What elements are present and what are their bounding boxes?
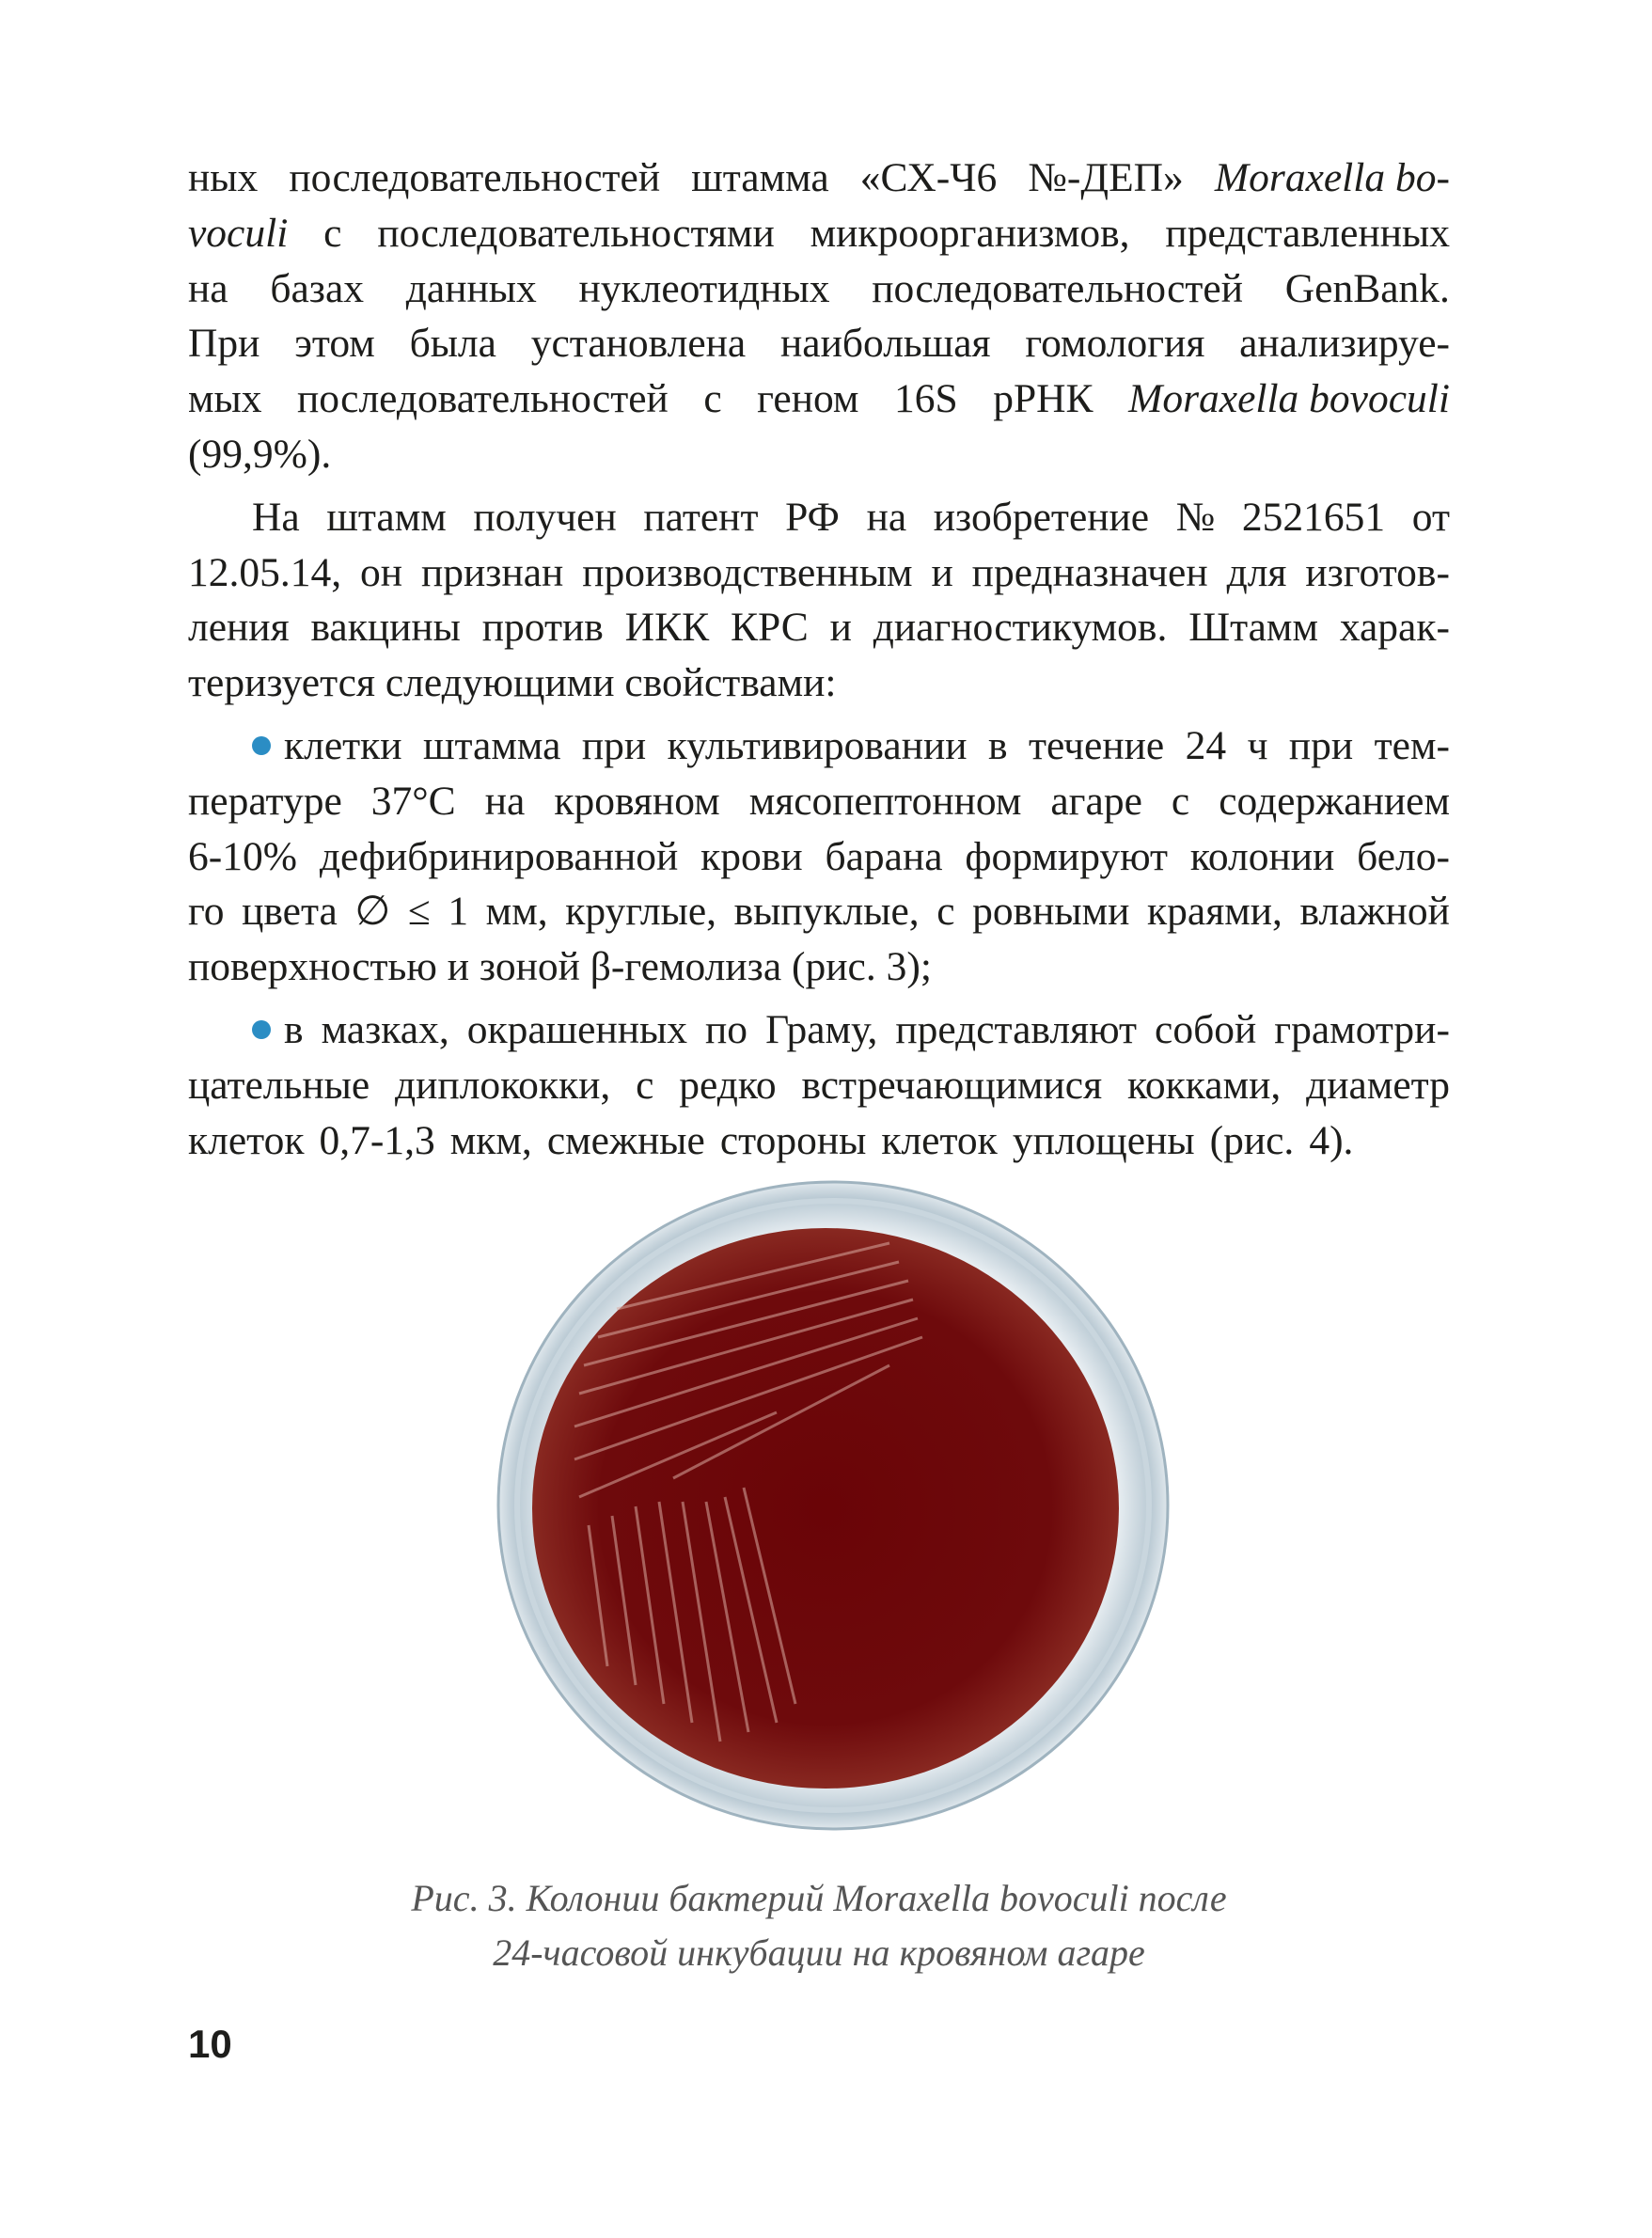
word: нуклеотидных xyxy=(578,265,830,311)
word: при xyxy=(581,722,647,768)
word: представленных xyxy=(1165,210,1450,256)
word: ровными xyxy=(972,889,1130,935)
word: по xyxy=(705,1006,748,1052)
text-line xyxy=(188,261,1450,317)
species-name: Moraxella bovoculi xyxy=(1128,376,1450,422)
word: барана xyxy=(825,833,943,879)
word: 4). xyxy=(1309,1117,1354,1163)
word: круглые, xyxy=(565,889,716,935)
word: ления xyxy=(188,605,290,651)
word: для xyxy=(1226,549,1287,595)
word: предназначен xyxy=(971,549,1208,595)
word: геном xyxy=(757,376,859,422)
text-line xyxy=(188,655,1450,711)
word: теризуется следующими свойствами: xyxy=(188,660,837,706)
text-line xyxy=(188,316,1450,371)
word: 0,7-1,3 xyxy=(319,1117,435,1163)
text-line xyxy=(188,884,1450,939)
word: дефибринированной xyxy=(319,833,679,879)
text-line xyxy=(188,1113,1450,1169)
word: мазках, xyxy=(321,1006,449,1052)
word: с xyxy=(323,210,342,256)
word: «СХ-Ч6 xyxy=(859,155,998,200)
word: 12.05.14, xyxy=(188,549,342,595)
word: харак- xyxy=(1339,605,1450,651)
petri-dish-illustration xyxy=(495,1177,1172,1834)
text-line xyxy=(188,545,1450,601)
word: 2521651 xyxy=(1241,494,1386,540)
word: на xyxy=(484,778,526,824)
word: кокками, xyxy=(1126,1062,1282,1108)
word: тем- xyxy=(1374,722,1450,768)
word: содержанием xyxy=(1219,778,1450,824)
word: РФ xyxy=(785,494,840,540)
text-line xyxy=(188,829,1450,885)
word: и xyxy=(829,605,852,651)
word: мых xyxy=(188,376,262,422)
word: ч xyxy=(1247,722,1268,768)
text-line xyxy=(188,939,1450,995)
word: кровяном xyxy=(554,778,720,824)
word: изготов- xyxy=(1305,549,1450,595)
word: собой xyxy=(1155,1006,1257,1052)
word: рРНК xyxy=(993,376,1093,422)
word: мясопептонном xyxy=(748,778,1022,824)
word: штамма xyxy=(691,155,829,200)
page-number: 10 xyxy=(188,2022,232,2066)
word: При xyxy=(188,321,260,367)
word: агаре xyxy=(1050,778,1142,824)
word: стороны xyxy=(719,1117,867,1163)
word: цательные xyxy=(188,1062,370,1108)
word: поверхностью и зоной β-гемолиза (рис. 3); xyxy=(188,944,932,990)
word: ≤ xyxy=(407,889,431,935)
word: клеток xyxy=(188,1117,305,1163)
word: диаметр xyxy=(1306,1062,1450,1108)
word: (99,9%). xyxy=(188,431,332,477)
word: бело- xyxy=(1357,833,1450,879)
word: GenBank. xyxy=(1284,265,1450,311)
word: он xyxy=(360,549,403,595)
word: с xyxy=(636,1062,654,1108)
word: патент xyxy=(643,494,759,540)
word: наибольшая xyxy=(780,321,991,367)
word: диагностикумов. xyxy=(873,605,1168,651)
word: против xyxy=(481,605,604,651)
word: микроорганизмов, xyxy=(810,210,1130,256)
word: смежные xyxy=(546,1117,705,1163)
word: мм, xyxy=(485,889,548,935)
word: при xyxy=(1288,722,1354,768)
text-line xyxy=(188,1058,1450,1113)
word: течение xyxy=(1028,722,1165,768)
word: с xyxy=(1171,778,1190,824)
word: (рис. xyxy=(1209,1117,1295,1163)
word: пературе xyxy=(188,778,342,824)
word: последовательностями xyxy=(377,210,775,256)
species-name: Moraxella bo- xyxy=(1214,155,1450,200)
word: анализируе- xyxy=(1239,321,1450,367)
word: клетки xyxy=(284,722,402,768)
figure-caption xyxy=(188,1871,1450,1980)
word: окрашенных xyxy=(466,1006,687,1052)
word: последовательностей xyxy=(872,265,1244,311)
word: На xyxy=(252,494,300,540)
word: крови xyxy=(700,833,803,879)
word: в xyxy=(987,722,1008,768)
word: грамотри- xyxy=(1274,1006,1450,1052)
word: 6-10% xyxy=(188,833,297,879)
word: этом xyxy=(294,321,375,367)
word: ных xyxy=(188,155,259,200)
word: 1 xyxy=(448,889,469,935)
word: встречающимися xyxy=(801,1062,1103,1108)
word: формируют xyxy=(965,833,1169,879)
word: последовательностей xyxy=(289,155,661,200)
word: 16S xyxy=(893,376,958,422)
bullet-item xyxy=(188,718,1450,774)
word: в xyxy=(284,1006,304,1052)
word: клеток xyxy=(881,1117,998,1163)
word: краями, xyxy=(1147,889,1282,935)
text-line xyxy=(188,427,1450,482)
word: влажной xyxy=(1299,889,1450,935)
word: базах xyxy=(270,265,365,311)
word: от xyxy=(1411,494,1450,540)
species-name: voculi xyxy=(188,210,289,256)
word: № xyxy=(1175,494,1216,540)
word: го xyxy=(188,889,225,935)
text-line xyxy=(188,600,1450,655)
word: штамма xyxy=(423,722,561,768)
word: ИКК xyxy=(624,605,710,651)
bullet-dot-icon xyxy=(252,736,271,755)
text-line xyxy=(188,371,1450,427)
word: производственным xyxy=(582,549,913,595)
word: диплококки, xyxy=(395,1062,611,1108)
word: штамм xyxy=(326,494,447,540)
word: уплощены xyxy=(1012,1117,1195,1163)
word: с xyxy=(703,376,722,422)
word: вакцины xyxy=(310,605,461,651)
word: гомология xyxy=(1025,321,1205,367)
text-line xyxy=(188,206,1450,261)
word: на xyxy=(188,265,228,311)
word: признан xyxy=(420,549,564,595)
text-line xyxy=(188,150,1450,206)
word: изобретение xyxy=(933,494,1150,540)
word: Штамм xyxy=(1188,605,1318,651)
word: данных xyxy=(405,265,537,311)
word: №-ДЕП» xyxy=(1028,155,1184,200)
word: получен xyxy=(473,494,617,540)
word: редко xyxy=(679,1062,777,1108)
word: с xyxy=(936,889,955,935)
word: ∅ xyxy=(354,889,391,935)
word: Граму, xyxy=(765,1006,878,1052)
word: установлена xyxy=(530,321,747,367)
word: и xyxy=(931,549,953,595)
petri-dish-photo xyxy=(495,1177,1172,1834)
caption-line: 24-часовой инкубации на кровяном агаре xyxy=(493,1931,1145,1974)
word: КРС xyxy=(730,605,809,651)
bullet-dot-icon xyxy=(252,1020,271,1039)
word: была xyxy=(409,321,496,367)
word: 24 xyxy=(1185,722,1227,768)
text-line xyxy=(188,774,1450,829)
word: 37°С xyxy=(370,778,456,824)
word: колонии xyxy=(1189,833,1335,879)
bullet-item xyxy=(188,1002,1450,1058)
word: культивировании xyxy=(667,722,968,768)
text-line xyxy=(188,490,1450,545)
body-text xyxy=(188,150,1450,1168)
word: мкм, xyxy=(449,1117,532,1163)
word: представляют xyxy=(895,1006,1138,1052)
word: выпуклые, xyxy=(733,889,920,935)
word: на xyxy=(866,494,907,540)
caption-line: Рис. 3. Колонии бактерий Moraxella bovoculi после xyxy=(411,1877,1227,1919)
word: цвета xyxy=(242,889,338,935)
word: последовательностей xyxy=(297,376,669,422)
